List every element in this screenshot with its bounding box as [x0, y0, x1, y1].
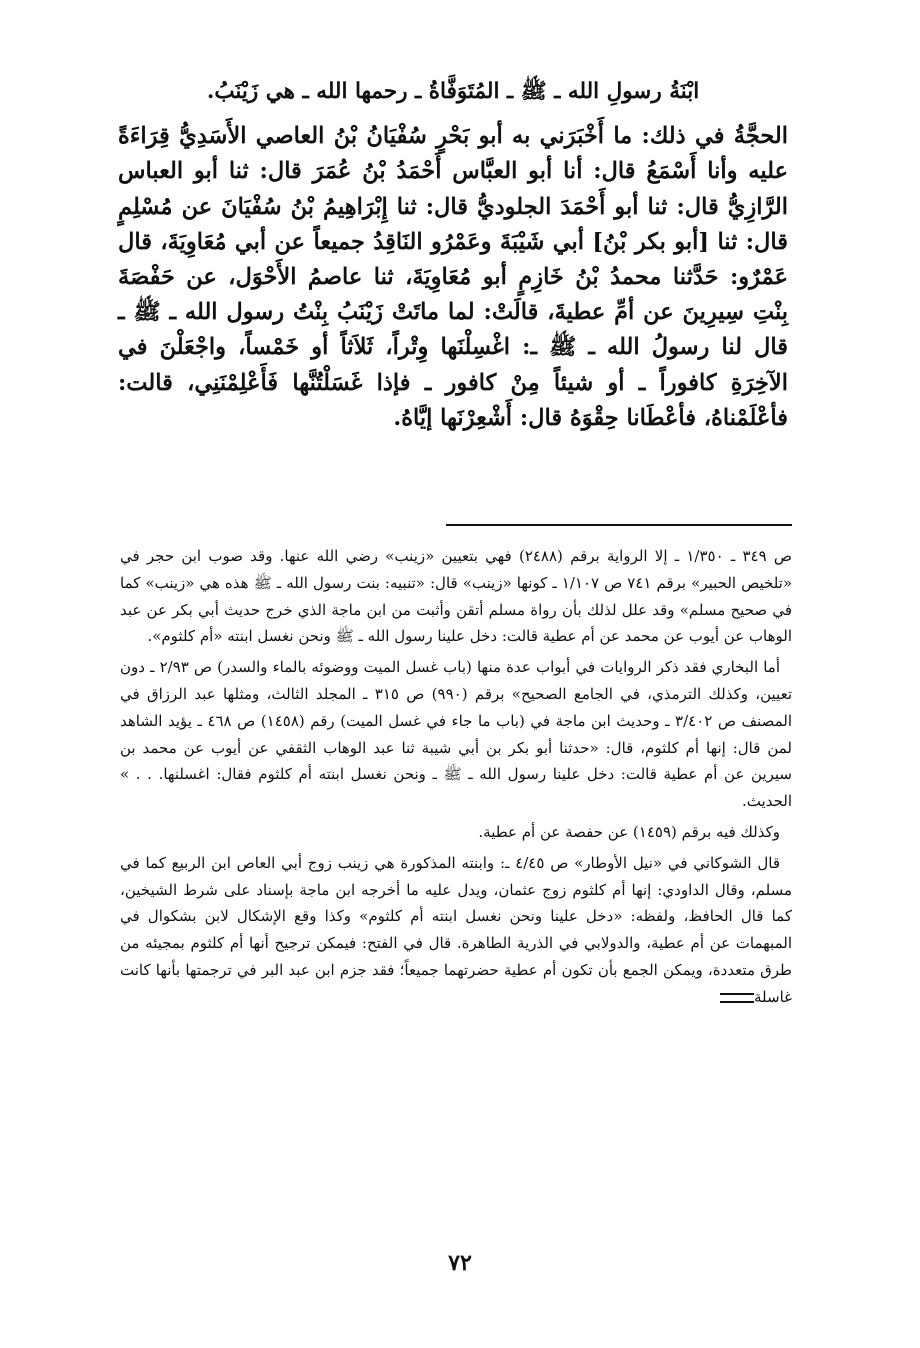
- continuation-mark: [720, 993, 754, 1003]
- footnote-paragraph: أما البخاري فقد ذكر الروايات في أبواب عدة منها (باب غسل الميت ووضوئه بالماء والسدر) ص ٢/٩٣ ـ دون تعيين، وكذلك الترمذي، في الجامع الصحيح» برقم (٩٩٠) ص ٣١٥ ـ المجلد الثالث، ومثلها عبد الرزاق في المصنف ص ٣/٤٠٢ ـ وحديث ابن ماجة في (باب ما جاء في غسل الميت) رقم (١٤٥٨) ص ٤٦٨ ـ يؤيد الشاهد لمن قال: إنها أم كلثوم، قال: «حدثنا أبو بكر بن أبي شيبة ثنا عبد الوهاب الثقفي عن أيوب عن محمد بن سيرين عن أم عطية قالت: دخل علينا رسول الله ـ ﷺ ـ ونحن نغسل ابنته أم كلثوم فقال: اغسلنها. . . » الحديث.: [120, 658, 792, 811]
- footnote-paragraph: وكذلك فيه برقم (١٤٥٩) عن حفصة عن أم عطية.: [478, 822, 780, 841]
- footnote-paragraph: [120, 850, 792, 1011]
- footnote-text: قال الشوكاني في «نيل الأوطار» ص ٤/٤٥ ـ: وابنته المذكورة هي زينب زوج أبي العاص ابن الربيع كما في مسلم، وقال الداودي: إنها أم كلثوم زوج عثمان، ويدل عليه ما أخرجه ابن ماجة بإسناد على شرط الشيخين، كما قال الحافظ، ولفظه: «دخل علينا ونحن نغسل ابنته أم كلثوم» وكذا وقع الإشكال لابن بشكوال في المبهمات عن أم عطية، والدولابي في الذرية الطاهرة. قال في الفتح: فيمكن ترجيح أنها أم كلثوم بمجيئه من طرق متعددة، ويمكن الجمع بأن تكون أم عطية حضرتهما جميعاً؛ فقد جزم ابن عبد البر في ترجمتها بأنها كانت غاسلة: [120, 853, 792, 1006]
- footnotes: [120, 543, 792, 1015]
- main-text: [118, 74, 788, 436]
- footnote-paragraph: ص ٣٤٩ ـ ١/٣٥٠ ـ إلا الرواية برقم (٢٤٨٨) فهي بتعيين «زينب» رضي الله عنها. وقد صوب ابن حجر في «تلخيص الحبير» برقم ٧٤١ ص ١/١٠٧ ـ كونها «زينب» قال: «تنبيه: بنت رسول الله ـ ﷺ هذه هي «زينب» كما في صحيح مسلم» وقد علل لذلك بأن رواة مسلم أتقن وأثبت من ابن ماجة الذي خرج حديث أبي بكر عن عبد الوهاب عن أيوب عن محمد عن أم عطية قالت: دخل علينا رسول الله ـ ﷺ ونحن نغسل ابنته «أم كلثوم».: [120, 547, 793, 646]
- opening-line: ابْنَةُ رسولِ الله ـ ﷺ ـ المُتَوَفَّاةُ ـ رحمها الله ـ هي زَيْنَبُ.: [206, 79, 700, 104]
- page-number: ٧٢: [448, 1250, 472, 1276]
- footnote-separator: [446, 524, 792, 526]
- hadith-paragraph: الحجَّةُ في ذلك: ما أَخْبَرَني به أبو بَحْرٍ سُفْيَانُ بْنُ العاصي الأَسَدِيُّ قِرَاءَةً عليه وأنا أَسْمَعُ قال: أنا أبو العبَّاس أَحْمَدُ بْنُ عُمَرَ قال: ثنا أبو العباس الرَّازِيُّ قال: ثنا أبو أَحْمَدَ الجلوديُّ قال: ثنا إِبْرَاهِيمُ بْنُ سُفْيَانَ عن مُسْلِمٍ قال: ثنا [أبو بكر بْنُ] أبي شَيْبَةَ وعَمْرُو النَاقِدُ جميعاً عن أبي مُعَاوِيَةَ، قال عَمْرٌو: حَدَّثنا محمدُ بْنُ خَازِمٍ أبو مُعَاوِيَةَ، ثنا عاصمُ الأَحْوَل، عن حَفْصَةَ بِنْتِ سِيرِينَ عن أمِّ عطيةَ، قالَتْ: لما ماتَتْ زَيْنَبُ بِنْتُ رسول الله ـ ﷺ ـ قال لنا رسولُ الله ـ ﷺ ـ: اغْسِلْنَها وِتْراً، ثَلاَثاً أو خَمْساً، واجْعَلْنَ في الآخِرَةِ كافوراً ـ أو شيئاً مِنْ كافور ـ فإذا غَسَلْتُنَّها فَأَعْلِمْنَنِي، قالت: فأعْلَمْناهُ، فأعْطَانا حِقْوَهُ قال: أَشْعِرْنَها إيَّاهُ.: [118, 123, 788, 431]
